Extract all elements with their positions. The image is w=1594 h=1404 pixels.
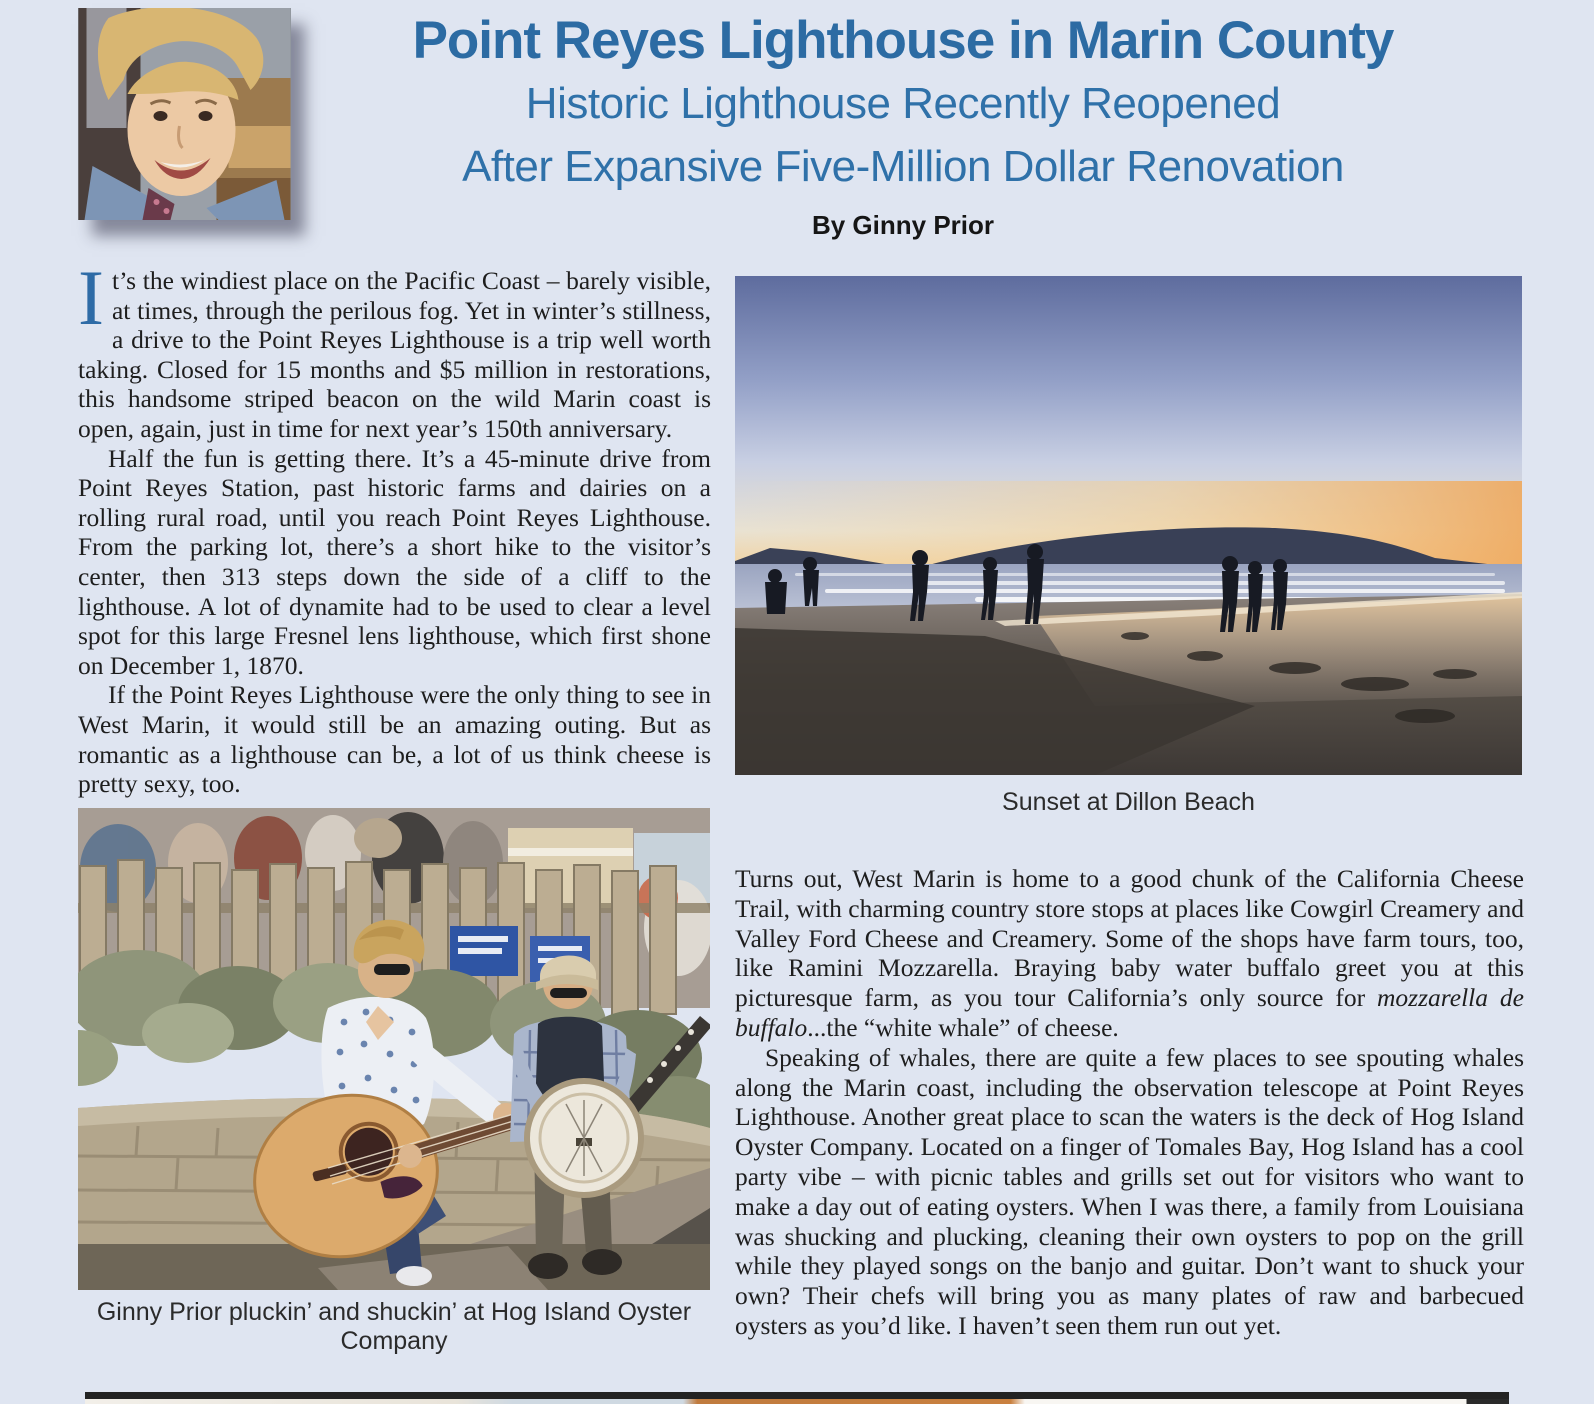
hog-island-photo (78, 808, 710, 1290)
drop-cap: I (78, 254, 104, 341)
sunset-beach-photo (735, 276, 1522, 775)
article-byline: By Ginny Prior (811, 210, 995, 240)
paragraph-1 (78, 254, 711, 444)
right-text-column (735, 864, 1524, 1341)
paragraph-4-post: ...the “white whale” of cheese. (807, 1012, 1119, 1042)
paragraph-5: Speaking of whales, there are quite a few places to see spouting whales along the Marin coast, including the observation telescope at Point Reyes Lighthouse. Another great place to scan the waters is the deck of Hog Island Oyster Company. Located on a finger of Tomales Bay, Hog Island has a cool party vibe – with picnic tables and grills set out for visitors who want to make a day out of eating oysters. When I was there, a family from Louisiana was shucking and plucking, cleaning their own oysters to pop on the grill while they played songs on the banjo and guitar. Don’t want to shuck your own? Their chefs will bring you as many plates of raw and barbecued oysters as you’d like. I haven’t seen them run out yet. (735, 1042, 1524, 1340)
left-text-column (78, 254, 711, 799)
author-headshot-illustration (78, 8, 291, 220)
paragraph-3: If the Point Reyes Lighthouse were the only thing to see in West Marin, it would still be an amazing outing. But as romantic as a lighthouse can be, a lot of us think cheese is pretty sexy, too. (78, 680, 711, 799)
next-photo-top-edge (85, 1392, 1509, 1404)
paragraph-1-text: t’s the windiest place on the Pacific Coast – barely visible, at times, through the perilous fog. Yet in winter’s stillness, a drive to the Point Reyes Lighthouse is a trip well worth taking. Closed for 15 months and $5 million in restorations, this handsome striped beacon on the wild Marin coast is open, again, just in time for next year’s 150th anniversary. (78, 266, 711, 443)
paragraph-4 (735, 864, 1524, 1043)
sunset-beach-illustration (735, 276, 1522, 775)
article-header (290, 6, 1516, 241)
paragraph-2: Half the fun is getting there. It’s a 45-minute drive from Point Reyes Station, past historic farms and dairies on a rolling rural road, until you reach Point Reyes Lighthouse. From the parking lot, there’s a short hike to the visitor’s center, then 313 steps down the side of a cliff to the lighthouse. A lot of dynamite had to be used to clear a level spot for this large Fresnel lens lighthouse, which first shone on December 1, 1870. (78, 443, 711, 680)
article-subtitle-line1: Historic Lighthouse Recently Reopened (525, 79, 1281, 128)
hog-island-illustration (78, 808, 710, 1290)
hog-photo-caption: Ginny Prior pluckin’ and shuckin’ at Hog Island Oyster Company (96, 1298, 692, 1355)
article-subtitle-line2: After Expansive Five-Million Dollar Renovation (462, 142, 1344, 191)
author-headshot-photo (78, 8, 291, 220)
article-title: Point Reyes Lighthouse in Marin County (412, 11, 1394, 70)
paragraph-4-italic: mozzarella de buffalo (735, 983, 1524, 1042)
beach-photo-caption: Sunset at Dillon Beach (1002, 788, 1255, 816)
paragraph-4-pre: Turns out, West Marin is home to a good chunk of the California Cheese Trail, with charming country store stops at places like Cowgirl Creamery and Valley Ford Cheese and Creamery. Some of the shops have farm tours, too, like Ramini Mozzarella. Braying baby water buffalo greet you at this picturesque farm, as you tour California’s only source for (735, 864, 1524, 1013)
